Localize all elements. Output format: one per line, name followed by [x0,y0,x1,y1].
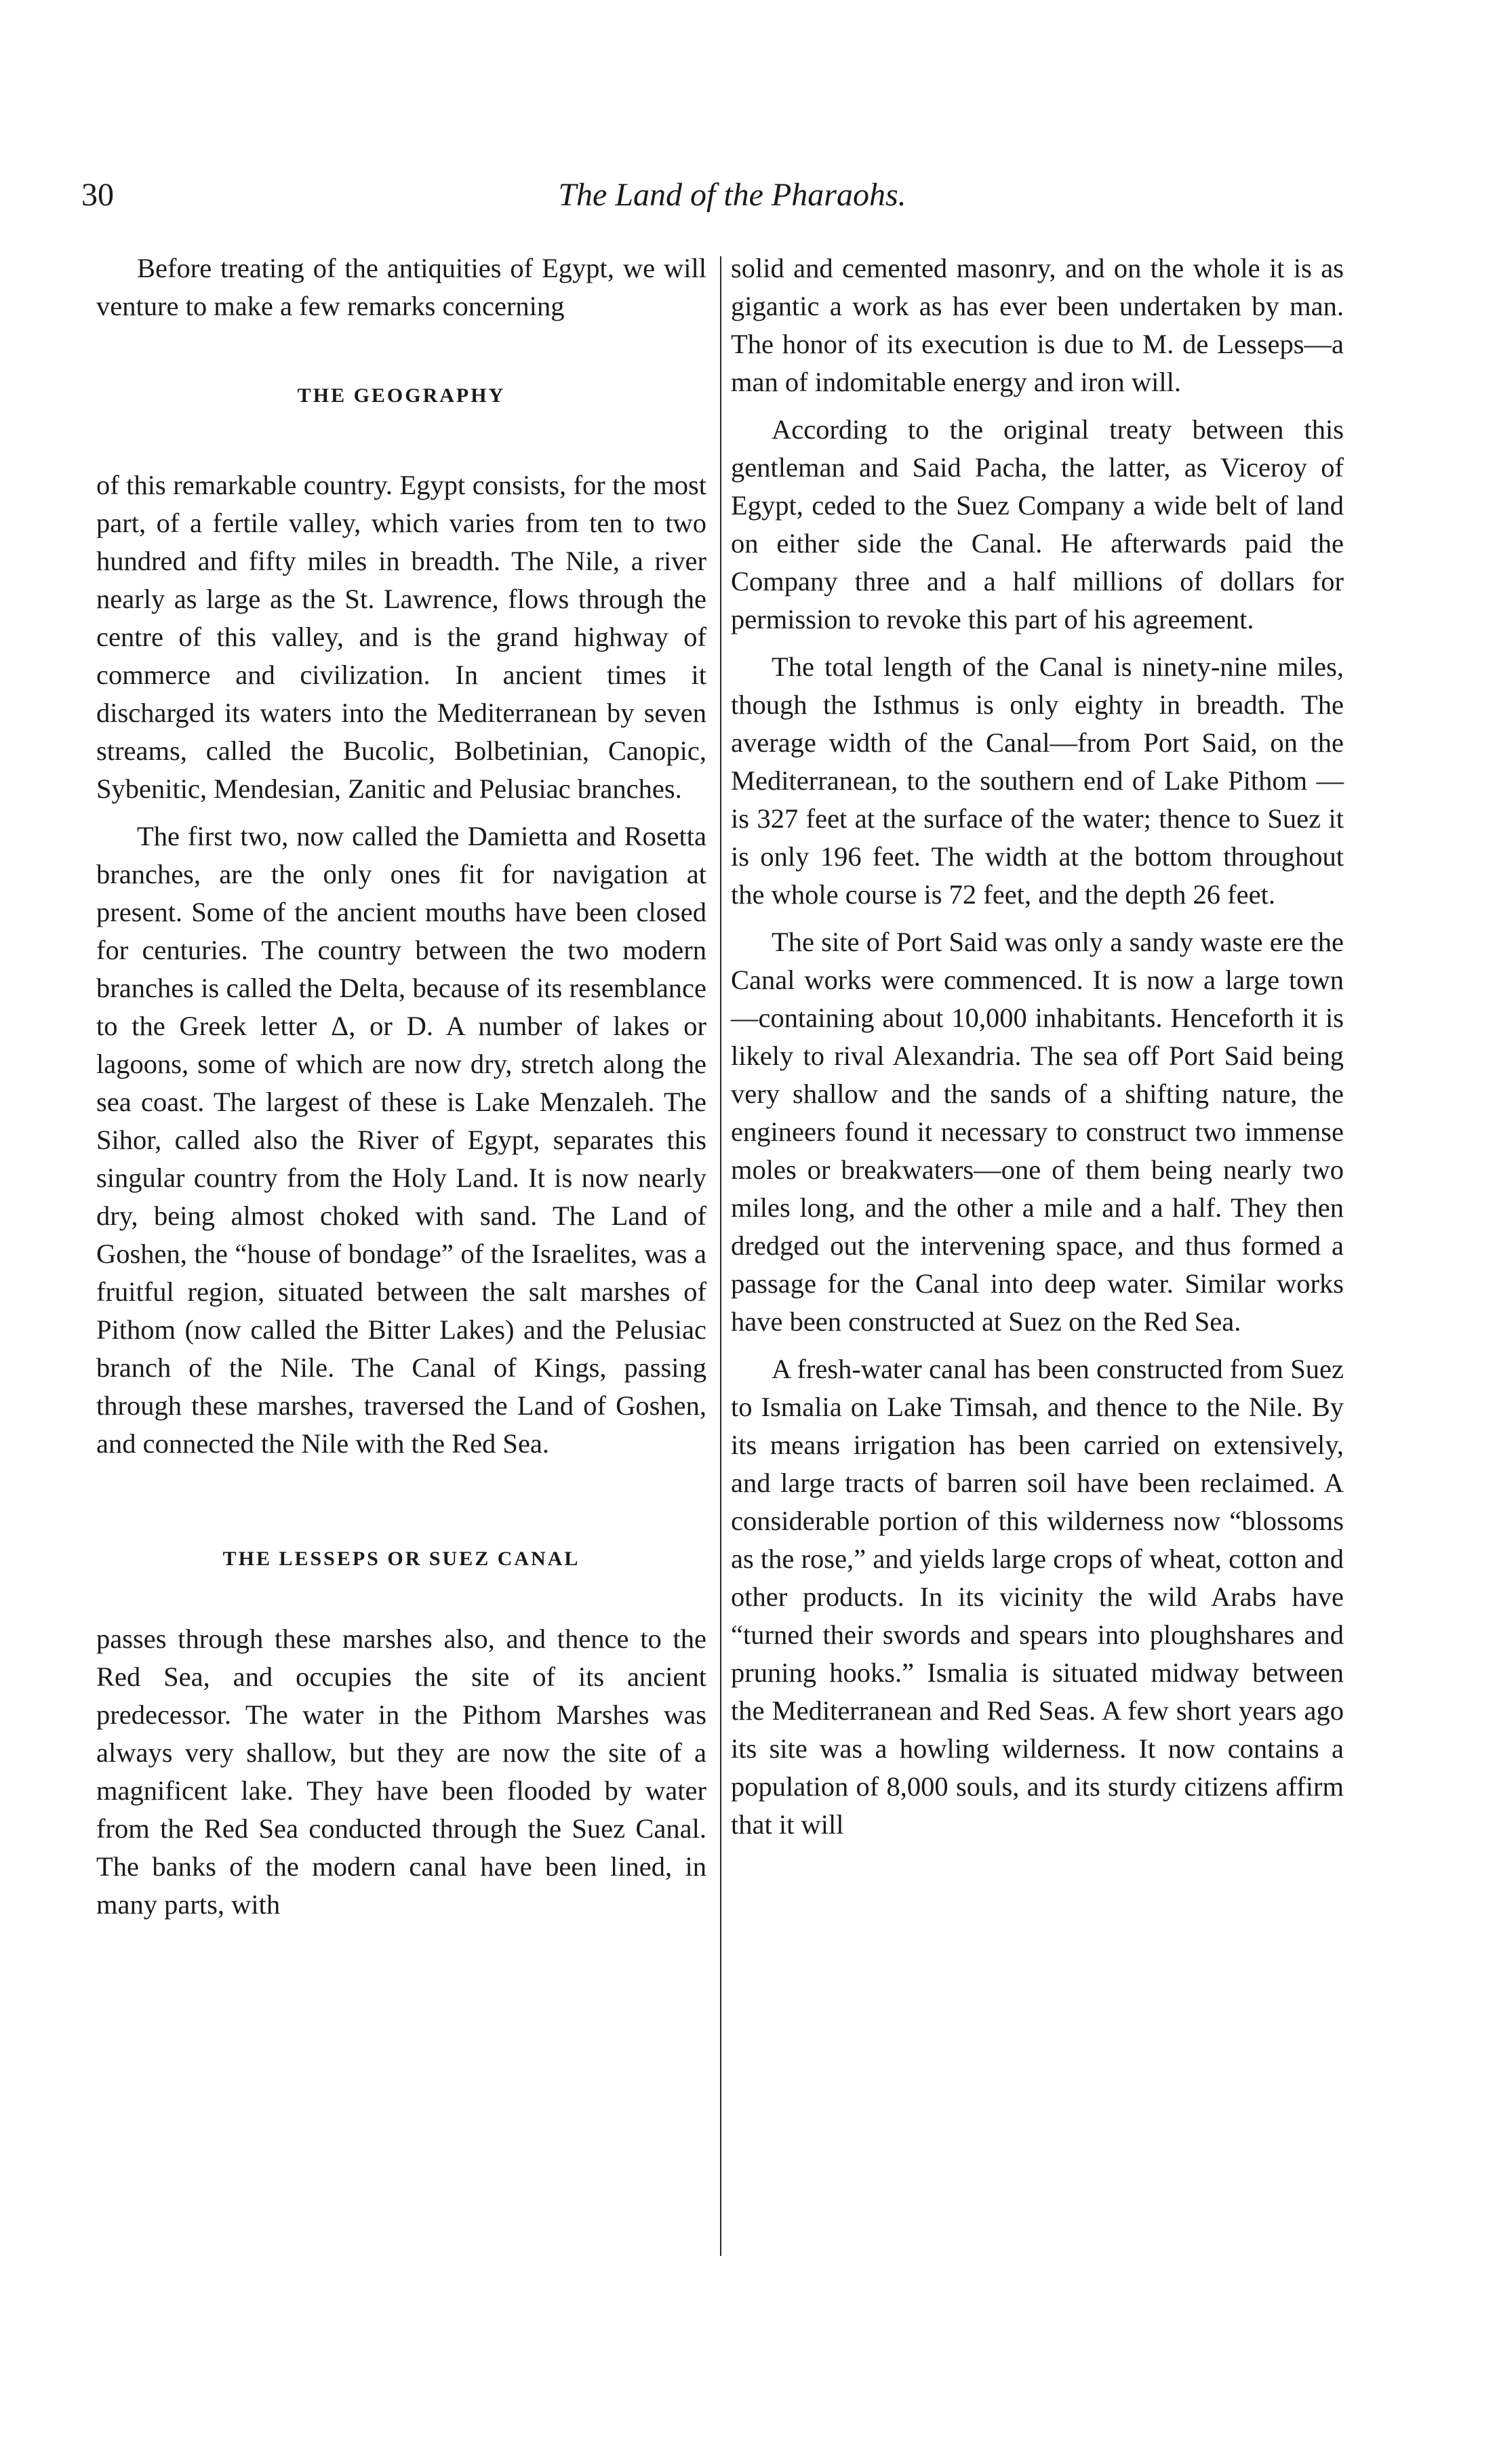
right-column [731,249,1344,1844]
section-heading-geography: THE GEOGRAPHY [297,384,506,407]
canal-paragraph-1: passes through these marshes also, and thence to the Red Sea, and occupies the site of its ancient predecessor. The water in the Pithom Marshes was always very shallow, but they are now the site of a magnificent lake. They have been flooded by water from the Red Sea conducted through the Suez Canal. The banks of the modern canal have been lined, in many parts, with [96,1623,706,1920]
geography-paragraph-2: The first two, now called the Damietta and Rosetta branches, are the only ones fit for navigation at present. Some of the ancient mouths have been closed for centuries. The country between the two modern branches is called the Delta, because of its resemblance to the Greek letter Δ, or D. A number of lakes or lagoons, some of which are now dry, stretch along the sea coast. The largest of these is Lake Menzaleh. The Sihor, called also the River of Egypt, separates this singular country from the Holy Land. It is now nearly dry, being almost choked with sand. The Land of Goshen, the “house of bondage” of the Israelites, was a fruitful region, situated between the salt marshes of Pithom (now called the Bitter Lakes) and the Pelusiac branch of the Nile. The Canal of Kings, passing through these marshes, traversed the Land of Goshen, and connected the Nile with the Red Sea. [96,821,706,1459]
right-paragraph-2: According to the original treaty between this gentleman and Said Pacha, the latter, as Viceroy of Egypt, ceded to the Suez Company a wide belt of land on either side the Canal. He afterwards paid the Company three and a half millions of dollars for permission to revoke this part of his agreement. [731,414,1344,634]
right-paragraph-1: solid and cemented masonry, and on the whole it is as gigantic a work as has ever been undertaken by man. The honor of its execution is due to M. de Lesseps—a man of indomitable energy and iron will. [731,253,1344,397]
right-paragraph-3: The total length of the Canal is ninety-nine miles, though the Isthmus is only eighty in breadth. The average width of the Canal—from Port Said, on the Mediterranean, to the southern end of Lake Pithom —is 327 feet at the surface of the water; thence to Suez it is only 196 feet. The width at the bottom throughout the whole course is 72 feet, and the depth 26 feet. [731,651,1344,910]
left-column [96,249,706,1924]
right-paragraph-4: The site of Port Said was only a sandy waste ere the Canal works were commenced. It is now a large town—containing about 10,000 inhabitants. Henceforth it is likely to rival Alexandria. The sea off Port Said being very shallow and the sands of a shifting nature, the engineers found it necessary to construct two immense moles or breakwaters—one of them being nearly two miles long, and the other a mile and a half. They then dredged out the intervening space, and thus formed a passage for the Canal into deep water. Similar works have been constructed at Suez on the Red Sea. [731,927,1344,1337]
right-paragraph-5: A fresh-water canal has been constructed from Suez to Ismalia on Lake Timsah, and thence to the Nile. By its means irrigation has been carried on extensively, and large tracts of barren soil have been reclaimed. A considerable portion of this wilderness now “blossoms as the rose,” and yields large crops of wheat, cotton and other products. In its vicinity the wild Arabs have “turned their swords and spears into ploughshares and pruning hooks.” Ismalia is situated midway between the Mediterranean and Red Seas. A few short years ago its site was a howling wilderness. It now contains a population of 8,000 souls, and its sturdy citizens affirm that it will [731,1354,1344,1840]
intro-paragraph: Before treating of the antiquities of Egypt, we will venture to make a few remarks concerning [96,253,706,321]
running-title: The Land of the Pharaohs. [558,177,906,213]
geography-paragraph-1: of this remarkable country. Egypt consists, for the most part, of a fertile valley, which varies from ten to two hundred and fifty miles in breadth. The Nile, a river nearly as large as the St. Lawrence, flows through the centre of this valley, and is the grand highway of commerce and civilization. In ancient times it discharged its waters into the Mediterranean by seven streams, called the Bucolic, Bolbetinian, Canopic, Sybenitic, Mendesian, Zanitic and Pelusiac branches. [96,470,706,804]
page-number: 30 [81,177,114,213]
column-rule [720,256,721,2256]
section-heading-suez-canal: THE LESSEPS OR SUEZ CANAL [222,1548,580,1570]
